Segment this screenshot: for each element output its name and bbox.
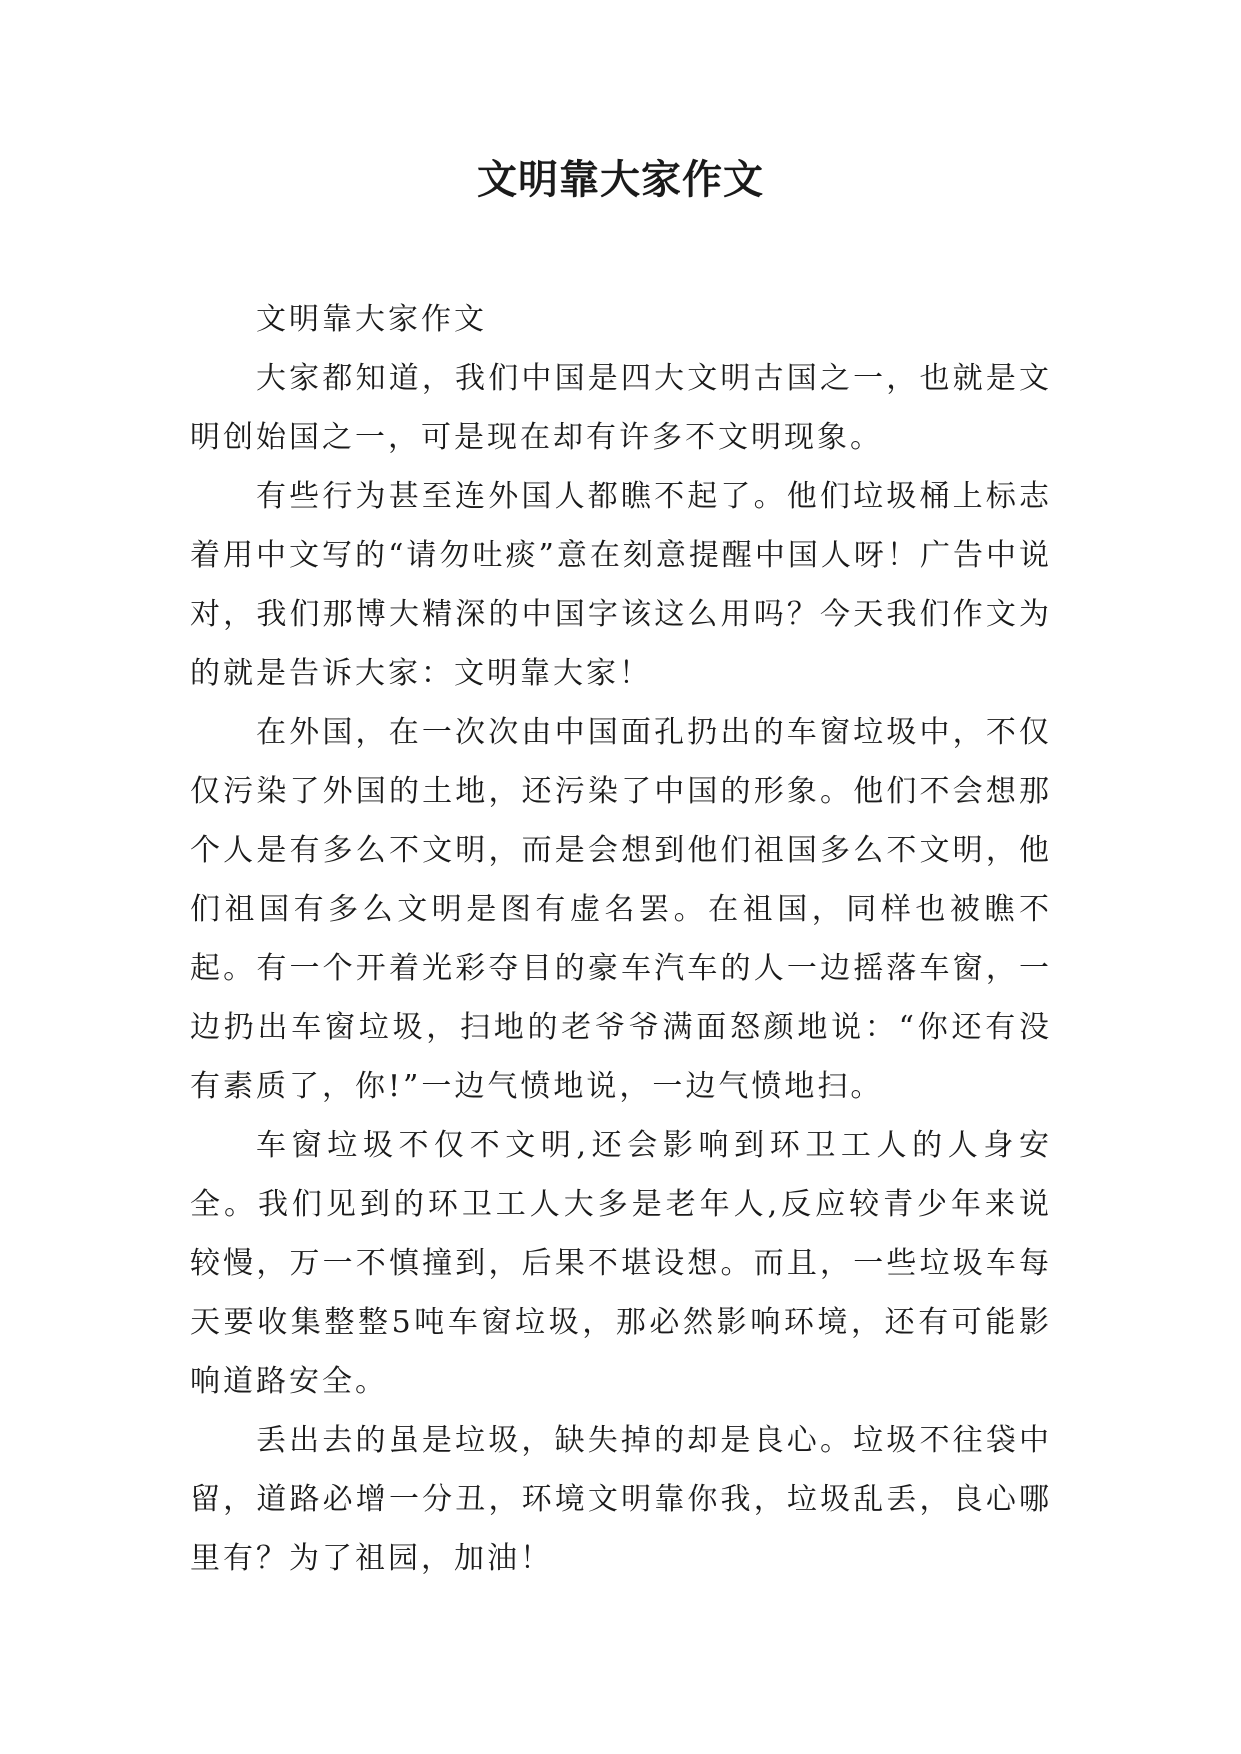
document-body	[190, 290, 1052, 1588]
paragraph: 丢出去的虽是垃圾，缺失掉的却是良心。垃圾不往袋中留，道路必增一分丑，环境文明靠你我，垃圾乱丢，良心哪里有？为了祖园，加油！	[190, 1423, 1052, 1576]
document-title: 文明靠大家作文	[477, 157, 764, 203]
paragraph: 车窗垃圾不仅不文明,还会影响到环卫工人的人身安全。我们见到的环卫工人大多是老年人,反应较青少年来说较慢，万一不慎撞到，后果不堪设想。而且，一些垃圾车每天要收集整整5吨车窗垃圾，那必然影响环境，还有可能影响道路安全。	[190, 1128, 1052, 1399]
paragraph: 有些行为甚至连外国人都瞧不起了。他们垃圾桶上标志着用中文写的“请勿吐痰”意在刻意提醒中国人呀！广告中说对，我们那博大精深的中国字该这么用吗？今天我们作文为的就是告诉大家：文明靠大家！	[190, 479, 1052, 691]
paragraph: 大家都知道，我们中国是四大文明古国之一，也就是文明创始国之一，可是现在却有许多不文明现象。	[190, 361, 1052, 455]
paragraph-subtitle: 文明靠大家作文	[256, 302, 487, 337]
paragraph: 在外国，在一次次由中国面孔扔出的车窗垃圾中，不仅仅污染了外国的土地，还污染了中国的形象。他们不会想那个人是有多么不文明，而是会想到他们祖国多么不文明，他们祖国有多么文明是图有虚名罢。在祖国，同样也被瞧不起。有一个开着光彩夺目的豪车汽车的人一边摇落车窗，一边扔出车窗垃圾，扫地的老爷爷满面怒颜地说：“你还有没有素质了，你!”一边气愤地说，一边气愤地扫。	[190, 715, 1052, 1104]
